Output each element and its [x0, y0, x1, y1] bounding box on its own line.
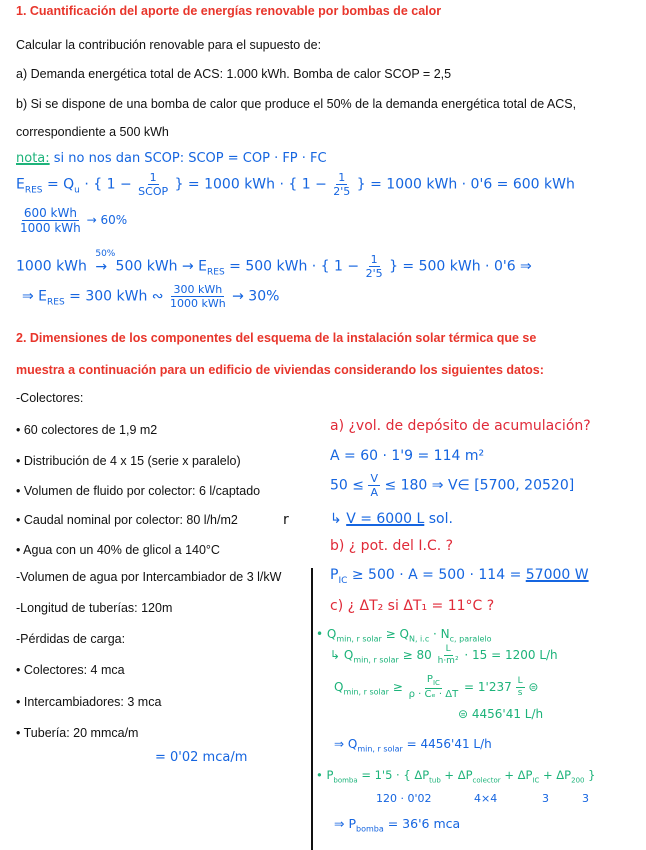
c5-line: ⇒ $Q_{min, r solar} = 4456'41$ L/h — [334, 737, 492, 754]
nota-label: nota: — [16, 151, 50, 166]
section1-intro: Calcular la contribución renovable para el supuesto de: — [16, 38, 322, 52]
eq2-line: 1000 kWh 50% → 500 kWh → $E_{RES} = 500$ kWh · { 1 − $\frac{1}{2'5}$ } = 500 kWh · 0'6 ⇒ — [16, 248, 532, 280]
data-item: • Intercambiadores: 3 mca — [16, 695, 162, 709]
question-b: b) ¿ pot. del I.C. ? — [330, 538, 454, 554]
a3-line: ↳ V = 6000 L sol. — [330, 511, 453, 527]
c6-line: • $P_{bomba} = 1'5$ · { $\Delta P_{tub} + \Delta P_{colector} + \Delta P_{IC} + \Delta P_{200}$ } — [316, 768, 596, 785]
section2-title-1: 2. Dimensiones de los componentes del esquema de la instalación solar térmica que se — [16, 331, 537, 345]
section1-item-b1: b) Si se dispone de una bomba de calor que produce el 50% de la demanda energética total de ACS, — [16, 97, 577, 111]
data-item: • 60 colectores de 1,9 m2 — [16, 423, 158, 437]
data-item: -Volumen de agua por Intercambiador de 3 l/kW — [16, 570, 282, 584]
b1-line: $P_{IC} \ge 500 \cdot A = 500 \cdot 114 = 57000$ W — [330, 567, 589, 586]
data-item: • Caudal nominal por colector: 80 l/h/m2 — [16, 513, 238, 527]
eq1-fraction: $\frac{1}{\text{SCOP}}$ — [138, 171, 169, 198]
data-item: -Colectores: — [16, 391, 84, 405]
a3-solution: V = 6000 L — [346, 511, 425, 527]
data-item: -Pérdidas de carga: — [16, 632, 126, 646]
data-item: • Colectores: 4 mca — [16, 663, 125, 677]
section1-item-a: a) Demanda energética total de ACS: 1.000 kWh. Bomba de calor SCOP = 2,5 — [16, 67, 452, 81]
a2-fraction: $\frac{V}{A}$ — [370, 472, 378, 499]
b1-result: 57000 W — [525, 567, 589, 583]
section2-title-2: muestra a continuación para un edificio de viviendas considerando los siguientes datos: — [16, 363, 544, 377]
tuberia-conversion: = 0'02 mca/m — [155, 750, 248, 765]
eq3-fraction: $\frac{\text{300 kWh}}{\text{1000 kWh}}$ — [169, 283, 226, 310]
eq1-line: $E_{RES} = Q_u$ · { 1 − $\frac{1}{\text{SCOP}}$ } = 1000 kWh · { 1 − $\frac{1}{2'5}$ } = 1000 kWh · 0'6 = 600 kWh — [16, 171, 575, 198]
c7-a: 120 · 0'02 — [376, 792, 432, 805]
nota-line — [16, 151, 327, 166]
r-mark: r — [283, 512, 289, 528]
eq3-line: ⇒ $E_{RES} = 300$ kWh ∾ $\frac{\text{300 kWh}}{\text{1000 kWh}}$ → 30% — [22, 283, 280, 310]
a1-line: A = 60 · 1'9 = 114 m² — [330, 448, 485, 464]
c7-d: 3 — [582, 792, 589, 805]
data-item: -Longitud de tuberías: 120m — [16, 601, 173, 615]
c1-line: • $Q_{min, r solar} \ge Q_{N, i.c} \cdot N_{c, paralelo}$ — [316, 627, 492, 644]
section1-item-b2: correspondiente a 500 kWh — [16, 125, 169, 139]
eq2-arrow: 50% → — [95, 248, 116, 275]
ratio1-fraction: $\frac{\text{600 kWh}}{\text{1000 kWh}}$ — [20, 206, 81, 235]
nota-text: si no nos dan SCOP: SCOP = COP · FP · FC — [53, 151, 327, 166]
c3-line: $Q_{min, r solar}$ ≥ $\frac{P_{IC}}{\text{ρ · Cₑ · ΔT}}$ = 1'237 $\frac{L}{s}$ ⊜ — [334, 674, 539, 700]
data-item: • Distribución de 4 x 15 (serie x paralelo) — [16, 454, 241, 468]
ratio1-line: $\frac{\text{600 kWh}}{\text{1000 kWh}}$ → 60% — [20, 206, 128, 235]
c7-c: 3 — [542, 792, 549, 805]
c3-fraction: $\frac{P_{IC}}{\text{ρ · Cₑ · ΔT}}$ — [408, 674, 459, 700]
c2-line: ↳ $Q_{min, r solar} \ge 80$ $\frac{L}{\text{h·m²}}$ · 15 = 1200 L/h — [330, 644, 558, 666]
c2-fraction: $\frac{L}{\text{h·m²}}$ — [437, 644, 459, 666]
c3-fraction-2: $\frac{L}{s}$ — [517, 676, 523, 698]
a2-line: 50 ≤ $\frac{V}{A}$ ≤ 180 ⇒ V∈ [5700, 20520] — [330, 472, 575, 499]
c8-line: ⇒ $P_{bomba} = 36'6$ mca — [334, 816, 461, 834]
column-divider — [311, 568, 313, 850]
question-a: a) ¿vol. de depósito de acumulación? — [330, 418, 591, 434]
c4-line: ⊜ 4456'41 L/h — [458, 707, 544, 721]
eq1-fraction-2: $\frac{1}{2'5}$ — [333, 171, 351, 198]
data-item: • Volumen de fluido por colector: 6 l/captado — [16, 484, 261, 498]
c7-b: 4×4 — [474, 792, 498, 805]
eq2-fraction: $\frac{1}{2'5}$ — [365, 253, 383, 280]
data-item: • Tubería: 20 mmca/m — [16, 726, 139, 740]
section1-title: 1. Cuantificación del aporte de energías renovable por bombas de calor — [16, 4, 442, 18]
question-c: c) ¿ ΔT₂ si ΔT₁ = 11°C ? — [330, 598, 495, 614]
data-item: • Agua con un 40% de glicol a 140°C — [16, 543, 220, 557]
